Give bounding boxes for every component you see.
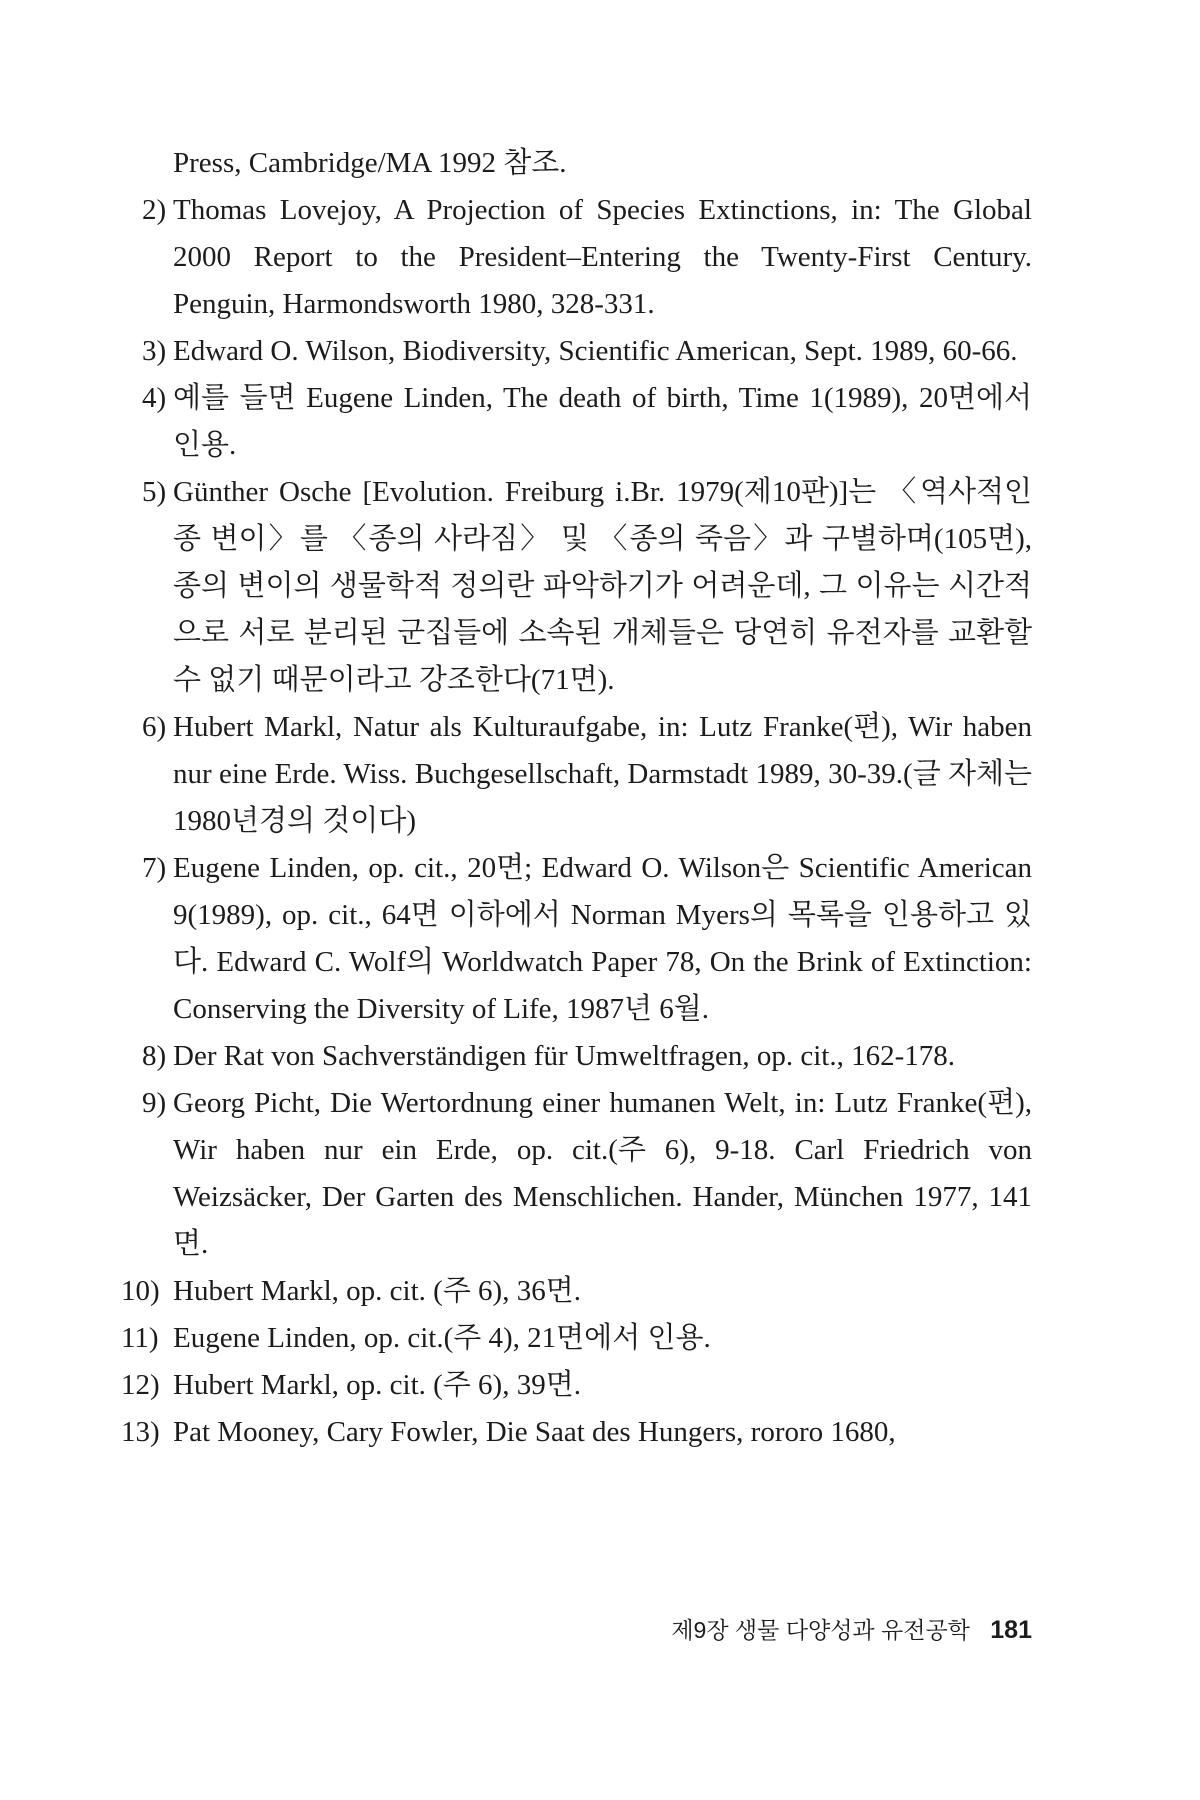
endnote-text: Georg Picht, Die Wertordnung einer humanen Welt, in: Lutz Franke(편), Wir haben nur ein Erde, op. cit.(주 6), 9-18. Carl Friedrich von Weizsäcker, Der Garten des Menschlichen. Hander, München 1977, 141면. xyxy=(173,1087,1032,1260)
endnote-3 xyxy=(142,328,1032,375)
endnote-text: Eugene Linden, op. cit., 20면; Edward O. Wilson은 Scientific American 9(1989), op. cit., 64면 이하에서 Norman Myers의 목록을 인용하고 있다. Edward C. Wolf의 Worldwatch Paper 78, On the Brink of Extinction: Conserving the Diversity of Life, 1987년 6월. xyxy=(173,852,1032,1025)
endnote-number: 5) xyxy=(142,476,167,508)
endnote-12 xyxy=(121,1362,1032,1409)
endnote-7 xyxy=(142,845,1032,1033)
endnote-text: Press, Cambridge/MA 1992 참조. xyxy=(173,147,567,179)
endnote-number: 10) xyxy=(121,1275,160,1307)
endnote-11 xyxy=(121,1315,1032,1362)
endnote-text: 예를 들면 Eugene Linden, The death of birth, Time 1(1989), 20면에서 인용. xyxy=(173,382,1032,461)
endnote-number: 9) xyxy=(142,1087,167,1119)
running-footer xyxy=(671,1612,1032,1645)
endnote-text: Eugene Linden, op. cit.(주 4), 21면에서 인용. xyxy=(173,1322,711,1354)
endnote-10 xyxy=(121,1268,1032,1315)
endnote-8 xyxy=(142,1033,1032,1080)
endnote-number: 12) xyxy=(121,1369,160,1401)
endnote-2 xyxy=(142,187,1032,328)
endnote-13 xyxy=(121,1409,1032,1456)
endnote-number: 11) xyxy=(121,1322,159,1354)
endnote-number: 3) xyxy=(142,335,167,367)
endnote-4 xyxy=(142,375,1032,469)
endnote-text: Hubert Markl, op. cit. (주 6), 36면. xyxy=(173,1275,581,1307)
endnote-text: Hubert Markl, op. cit. (주 6), 39면. xyxy=(173,1369,581,1401)
endnote-number: 2) xyxy=(142,194,167,226)
chapter-title: 제9장 생물 다양성과 유전공학 xyxy=(671,1617,970,1643)
endnote-number: 4) xyxy=(142,382,167,414)
endnote-text: Edward O. Wilson, Biodiversity, Scientific American, Sept. 1989, 60-66. xyxy=(173,335,1018,367)
endnote-9 xyxy=(142,1080,1032,1268)
endnote-text: Der Rat von Sachverständigen für Umweltfragen, op. cit., 162-178. xyxy=(173,1040,955,1072)
endnote-number: 7) xyxy=(142,852,167,884)
endnotes-list xyxy=(121,140,1032,1456)
endnote-number: 8) xyxy=(142,1040,167,1072)
endnote-text: Günther Osche [Evolution. Freiburg i.Br. 1979(제10판)]는 〈역사적인 종 변이〉를 〈종의 사라짐〉 및 〈종의 죽음〉과 구별하며(105면), 종의 변이의 생물학적 정의란 파악하기가 어려운데, 그 이유는 시간적으로 서로 분리된 군집들에 소속된 개체들은 당연히 유전자를 교환할 수 없기 때문이라고 강조한다(71면). xyxy=(173,476,1032,696)
endnote-6 xyxy=(142,704,1032,845)
endnote-5 xyxy=(142,469,1032,704)
endnote-continuation xyxy=(147,140,1032,187)
endnote-number: 13) xyxy=(121,1416,160,1448)
endnote-text: Pat Mooney, Cary Fowler, Die Saat des Hungers, rororo 1680, xyxy=(173,1416,896,1448)
page-number: 181 xyxy=(990,1616,1032,1644)
endnote-text: Hubert Markl, Natur als Kulturaufgabe, in: Lutz Franke(편), Wir haben nur eine Erde. Wiss. Buchgesellschaft, Darmstadt 1989, 30-39.(글 자체는 1980년경의 것이다) xyxy=(173,711,1032,837)
endnote-number: 6) xyxy=(142,711,167,743)
endnote-text: Thomas Lovejoy, A Projection of Species Extinctions, in: The Global 2000 Report to the President–Entering the Twenty-First Century. Penguin, Harmondsworth 1980, 328-331. xyxy=(173,194,1032,320)
